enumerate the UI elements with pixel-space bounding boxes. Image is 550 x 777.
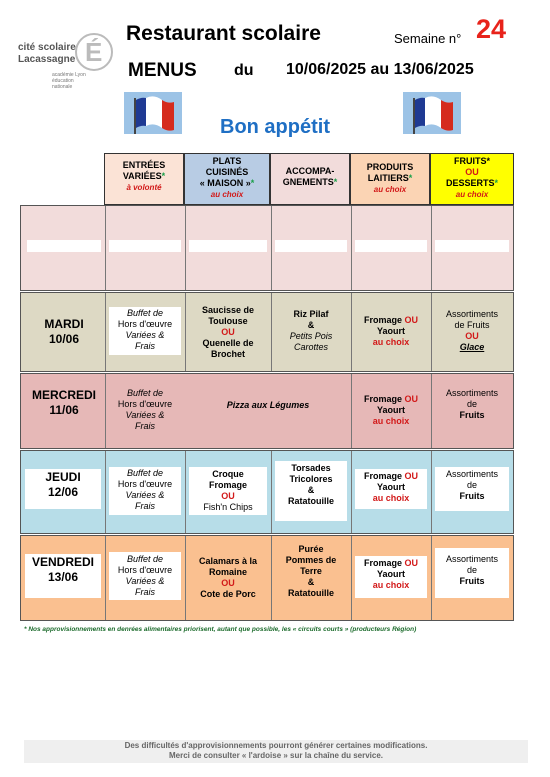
col-header-laitiers: PRODUITS LAITIERS* au choix [350,153,430,205]
entree-jeudi: Buffet de Hors d'œuvre Variées & Frais [117,468,173,511]
french-flag-icon [124,92,182,134]
logo-line-1: cité scolaire [18,42,76,53]
laitier-mardi: Fromage OU Yaourt au choix [363,315,419,347]
accomp-jeudi: Torsades Tricolores & Ratatouille [287,463,334,506]
row-jeudi [20,450,514,534]
row-vendredi [20,535,514,621]
dessert-vendredi: Assortiments de Fruits [445,554,498,586]
day-label-mercredi: MERCREDI 11/06 [31,388,96,417]
semaine-label: Semaine n° [394,31,462,46]
logo-line-2: Lacassagne [18,54,76,65]
plat-mardi: Saucisse de Toulouse OU Quenelle de Brochet [201,305,255,359]
circuits-courts-note: * Nos approvisionnements en denrées alimentaires priorisent, autant que possible, les « circuits courts » (producteurs Région) [24,626,417,633]
entree-mercredi: Buffet de Hors d'œuvre Variées & Frais [117,388,173,431]
dessert-mercredi: Assortiments de Fruits [445,388,498,420]
du-label: du [234,62,254,79]
svg-text:É: É [85,37,103,67]
plat-vendredi: Calamars à la Romaine OU Cote de Porc [198,556,258,599]
footer-notice: Des difficultés d'approvisionnements pourront générer certaines modifications. Merci de consulter « l'ardoise » sur la chaîne du service. [24,740,528,763]
col-header-entrees: ENTRÉES VARIÉES* à volonté [104,153,184,205]
bon-appetit: Bon appétit [220,116,330,138]
date-range: 10/06/2025 au 13/06/2025 [286,61,474,78]
row-mercredi [20,373,514,449]
accomp-vendredi: Purée Pommes de Terre & Ratatouille [285,544,337,598]
french-flag-icon [403,92,461,134]
page-title: Restaurant scolaire [126,22,321,45]
laitier-jeudi: Fromage OU Yaourt au choix [363,471,419,503]
entree-vendredi: Buffet de Hors d'œuvre Variées & Frais [117,554,173,597]
day-label-vendredi: VENDREDI 13/06 [31,555,94,584]
empty-row [20,205,514,291]
menus-label: MENUS [128,60,197,81]
semaine-number: 24 [476,14,507,44]
laitier-mercredi: Fromage OU Yaourt au choix [363,394,419,426]
col-header-desserts: FRUITS* OU DESSERTS* au choix [430,153,514,205]
accomp-mardi: Riz Pilaf & Petits Pois Carottes [289,309,333,352]
logo-small-text: académie Lyon éducation nationale [52,72,86,90]
plat-mercredi: Pizza aux Légumes [226,400,310,410]
entree-mardi: Buffet de Hors d'œuvre Variées & Frais [117,308,173,351]
dessert-mardi: Assortiments de Fruits OU Glace [445,309,498,352]
plat-jeudi: Croque Fromage OU Fish'n Chips [203,469,253,512]
col-header-plats: PLATS CUISINÉS « MAISON »* au choix [184,153,270,205]
dessert-jeudi: Assortiments de Fruits [445,469,498,501]
laitier-vendredi: Fromage OU Yaourt au choix [363,558,419,590]
day-label-mardi: MARDI 10/06 [44,317,84,346]
col-header-accompagnements: ACCOMPA- GNEMENTS* [270,153,350,205]
row-mardi [20,292,514,372]
day-label-jeudi: JEUDI 12/06 [45,470,81,499]
school-logo [14,28,106,90]
logo-e-icon [74,28,114,76]
